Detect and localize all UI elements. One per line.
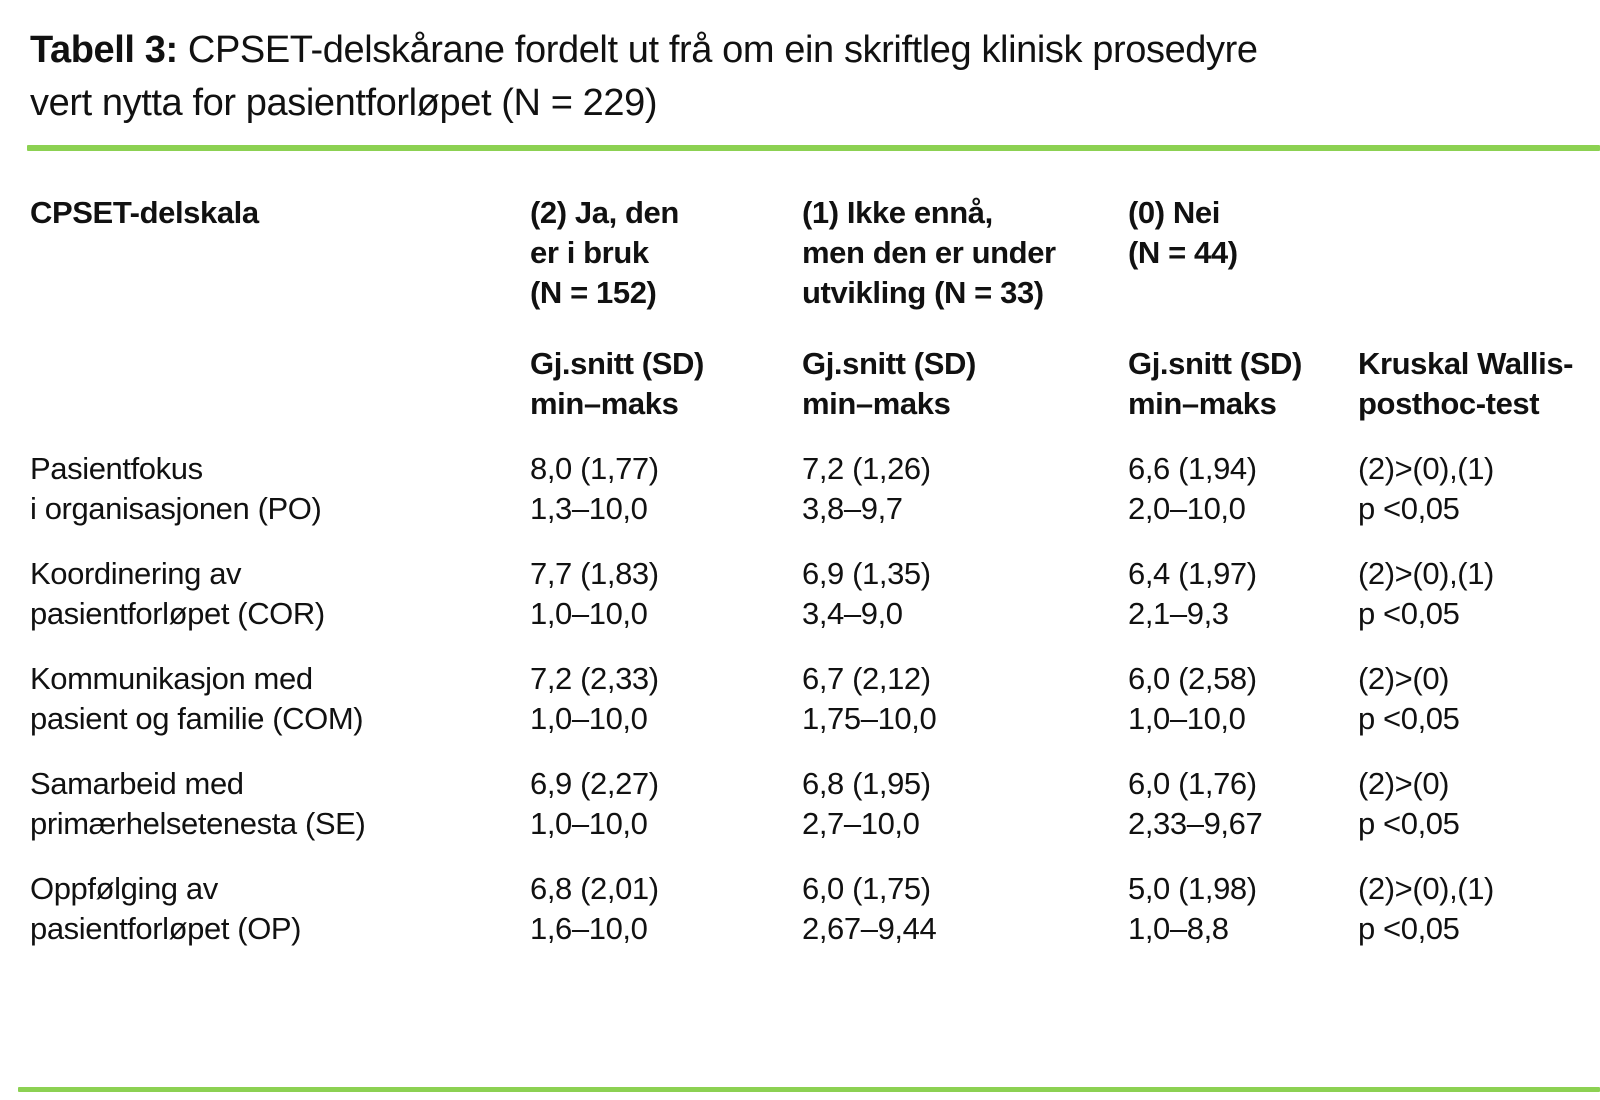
row-label-line: Samarbeid med [30, 766, 244, 801]
mean-sd-value: 6,7 (2,12) [802, 661, 931, 696]
p-value: p <0,05 [1358, 491, 1460, 526]
stat-header-line: Gj.snitt (SD) [802, 346, 976, 381]
row-label-line: Kommunikasjon med [30, 661, 313, 696]
min-max-value: 2,7–10,0 [802, 806, 920, 841]
data-cell [802, 764, 1128, 844]
mean-sd-value: 8,0 (1,77) [530, 451, 659, 486]
mean-sd-value: 7,7 (1,83) [530, 556, 659, 591]
group-header-line: (2) Ja, den [530, 195, 679, 230]
mean-sd-value: 6,8 (2,01) [530, 871, 659, 906]
table-stat-header-row [0, 344, 1600, 424]
mean-sd-value: 6,9 (1,35) [802, 556, 931, 591]
min-max-value: 2,1–9,3 [1128, 596, 1229, 631]
test-header-line: Kruskal Wallis- [1358, 346, 1574, 381]
table-caption-text-line2: vert nytta for pasientforløpet (N = 229) [30, 82, 658, 124]
min-max-value: 1,0–10,0 [530, 596, 648, 631]
stat-header-col3 [802, 344, 1128, 424]
group-header-line: (N = 44) [1128, 235, 1238, 270]
stat-header-line: min–maks [530, 386, 679, 421]
min-max-value: 1,0–10,0 [530, 806, 648, 841]
row-label [30, 764, 530, 844]
mean-sd-value: 5,0 (1,98) [1128, 871, 1257, 906]
mean-sd-value: 6,0 (1,75) [802, 871, 931, 906]
p-value: p <0,05 [1358, 911, 1460, 946]
table-group-header-row [0, 193, 1600, 313]
min-max-value: 1,3–10,0 [530, 491, 648, 526]
group-header-line: (1) Ikke ennå, [802, 195, 993, 230]
min-max-value: 3,4–9,0 [802, 596, 903, 631]
table-row [0, 554, 1600, 634]
data-cell [802, 449, 1128, 529]
row-label-line: Oppfølging av [30, 871, 218, 906]
test-header [1358, 344, 1600, 424]
data-cell [530, 554, 802, 634]
posthoc-value: (2)>(0),(1) [1358, 871, 1494, 906]
data-cell [802, 869, 1128, 949]
data-cell [530, 869, 802, 949]
top-rule [27, 145, 1600, 151]
stat-header-line: min–maks [802, 386, 951, 421]
table-row [0, 869, 1600, 949]
column-header-group-0 [1128, 193, 1358, 313]
column-header-group-1 [802, 193, 1128, 313]
row-label-line: Pasientfokus [30, 451, 203, 486]
stat-header-col2 [530, 344, 802, 424]
stat-header-line: min–maks [1128, 386, 1277, 421]
data-cell [1128, 554, 1358, 634]
table-caption-text-line1: CPSET-delskårane fordelt ut frå om ein skriftleg klinisk prosedyre [187, 29, 1258, 71]
row-label [30, 554, 530, 634]
min-max-value: 1,6–10,0 [530, 911, 648, 946]
p-value: p <0,05 [1358, 806, 1460, 841]
row-label [30, 449, 530, 529]
posthoc-value: (2)>(0),(1) [1358, 556, 1494, 591]
row-label-line: primærhelsetenesta (SE) [30, 806, 366, 841]
table-row [0, 449, 1600, 529]
data-cell [802, 659, 1128, 739]
row-label [30, 869, 530, 949]
column-header-group-2 [530, 193, 802, 313]
empty-cell [1358, 193, 1600, 313]
group-header-line: men den er under [802, 235, 1056, 270]
data-cell [530, 659, 802, 739]
min-max-value: 2,67–9,44 [802, 911, 937, 946]
min-max-value: 3,8–9,7 [802, 491, 903, 526]
row-label [30, 659, 530, 739]
mean-sd-value: 6,9 (2,27) [530, 766, 659, 801]
min-max-value: 2,0–10,0 [1128, 491, 1246, 526]
p-value: p <0,05 [1358, 701, 1460, 736]
data-cell [1128, 764, 1358, 844]
min-max-value: 1,0–10,0 [1128, 701, 1246, 736]
min-max-value: 1,0–8,8 [1128, 911, 1229, 946]
stat-header-col4 [1128, 344, 1358, 424]
mean-sd-value: 6,4 (1,97) [1128, 556, 1257, 591]
table-caption-number: Tabell 3: [30, 29, 178, 71]
p-value: p <0,05 [1358, 596, 1460, 631]
stat-header-line: Gj.snitt (SD) [1128, 346, 1302, 381]
row-label-line: i organisasjonen (PO) [30, 491, 322, 526]
data-cell [802, 554, 1128, 634]
posthoc-cell [1358, 449, 1600, 529]
data-cell [1128, 449, 1358, 529]
data-cell [530, 449, 802, 529]
data-cell [530, 764, 802, 844]
empty-cell [30, 344, 530, 424]
mean-sd-value: 6,0 (1,76) [1128, 766, 1257, 801]
posthoc-cell [1358, 869, 1600, 949]
posthoc-value: (2)>(0) [1358, 661, 1450, 696]
column-header-delskala: CPSET-delskala [30, 195, 259, 230]
test-header-line: posthoc-test [1358, 386, 1540, 421]
mean-sd-value: 6,6 (1,94) [1128, 451, 1257, 486]
stat-header-line: Gj.snitt (SD) [530, 346, 704, 381]
group-header-line: utvikling (N = 33) [802, 275, 1044, 310]
posthoc-value: (2)>(0),(1) [1358, 451, 1494, 486]
mean-sd-value: 6,0 (2,58) [1128, 661, 1257, 696]
table-caption [30, 24, 1560, 130]
posthoc-value: (2)>(0) [1358, 766, 1450, 801]
row-label-line: pasientforløpet (COR) [30, 596, 325, 631]
group-header-line: (0) Nei [1128, 195, 1220, 230]
data-cell [1128, 659, 1358, 739]
row-label-line: pasientforløpet (OP) [30, 911, 302, 946]
row-label-line: pasient og familie (COM) [30, 701, 364, 736]
group-header-line: er i bruk [530, 235, 649, 270]
bottom-rule [18, 1087, 1600, 1092]
data-cell [1128, 869, 1358, 949]
row-label-line: Koordinering av [30, 556, 242, 591]
table-row [0, 659, 1600, 739]
table-row [0, 764, 1600, 844]
table-page [0, 24, 1600, 1100]
mean-sd-value: 7,2 (2,33) [530, 661, 659, 696]
posthoc-cell [1358, 764, 1600, 844]
group-header-line: (N = 152) [530, 275, 657, 310]
min-max-value: 2,33–9,67 [1128, 806, 1263, 841]
posthoc-cell [1358, 554, 1600, 634]
posthoc-cell [1358, 659, 1600, 739]
min-max-value: 1,75–10,0 [802, 701, 937, 736]
min-max-value: 1,0–10,0 [530, 701, 648, 736]
mean-sd-value: 7,2 (1,26) [802, 451, 931, 486]
mean-sd-value: 6,8 (1,95) [802, 766, 931, 801]
